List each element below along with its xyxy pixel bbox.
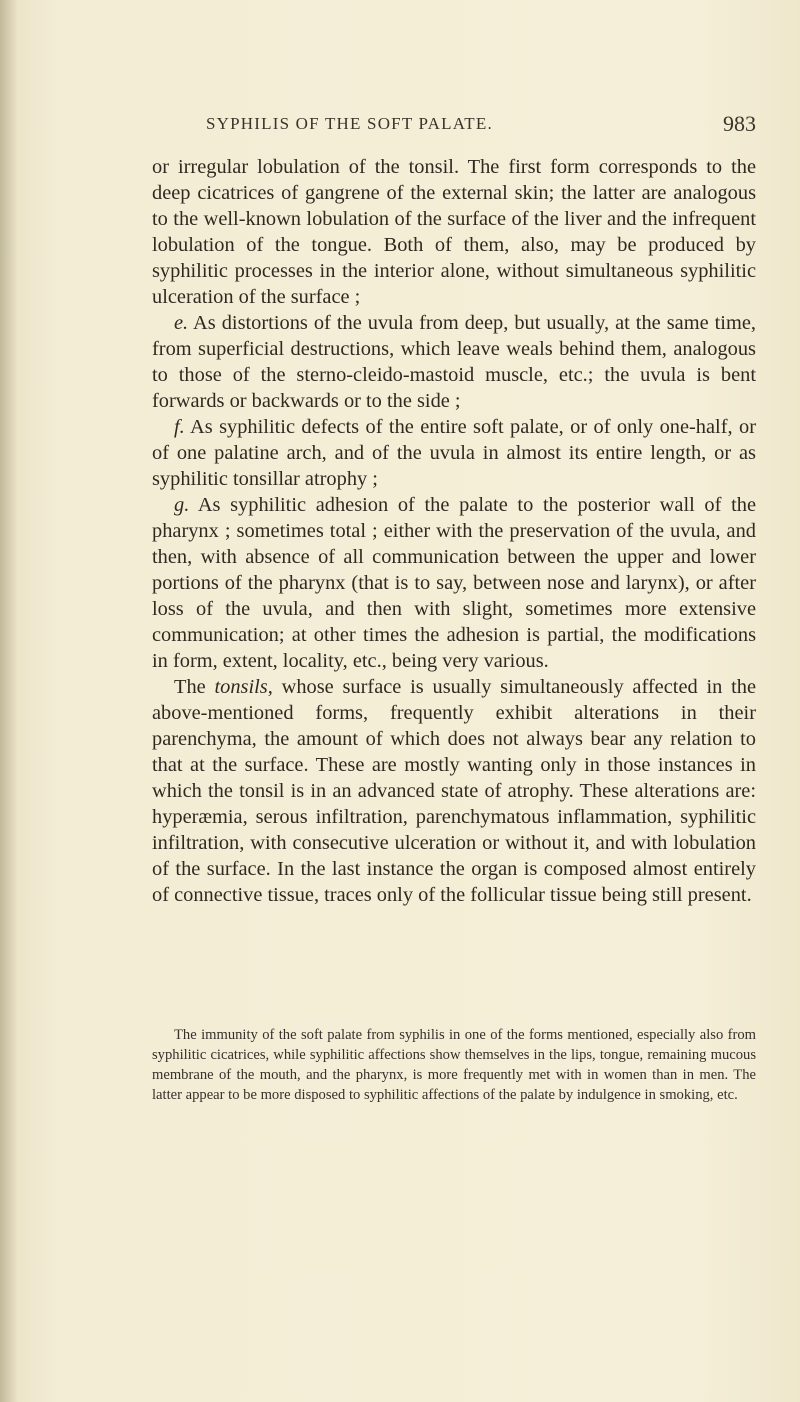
tonsils-intro: The: [174, 676, 215, 698]
note-text: The immunity of the soft palate from syphilis in one of the forms mentioned, especially also from syphilitic cicatrices, while syphilitic affections show themselves in the lips, tongue, remaining mucous membrane of the mouth, and the pharynx, is more frequently met with in women than in men. The latter appear to be more disposed to syphilitic affections of the palate by indulgence in smoking, etc.: [152, 1027, 756, 1103]
page-gutter-shadow: [0, 0, 18, 1402]
tonsils-term: tonsils: [214, 676, 268, 698]
paragraph-tonsils: [152, 674, 756, 908]
item-label-e: e.: [174, 312, 189, 334]
small-print-note: [152, 1025, 756, 1105]
running-head: SYPHILIS OF THE SOFT PALATE.: [206, 114, 493, 133]
item-label-g: g.: [174, 494, 190, 516]
paragraph-f: [152, 414, 756, 492]
item-text-f: As syphilitic defects of the entire soft palate, or of only one-half, or of one palatine arch, and of the uvula in almost its entire length, or as syphilitic tonsillar atrophy ;: [152, 416, 756, 490]
paragraph-e: [152, 310, 756, 414]
item-text-e: As distortions of the uvula from deep, but usually, at the same time, from superficial destructions, which leave weals behind them, analogous to those of the sterno-cleido-mastoid muscle, etc.; the uvula is bent forwards or backwards or to the side ;: [152, 312, 756, 412]
main-text: [152, 154, 756, 908]
paragraph-continuation: or irregular lobulation of the tonsil. The first form corresponds to the deep cicatrices of gangrene of the external skin; the latter are analogous to the well-known lobulation of the surface of the liver and the infrequent lobulation of the tongue. Both of them, also, may be produced by syphilitic processes in the interior alone, without simultaneous syphilitic ulceration of the surface ;: [152, 156, 756, 308]
item-text-g: As syphilitic adhesion of the palate to the posterior wall of the pharynx ; sometimes total ; either with the preservation of the uvula, and then, with absence of all communication between the upper and lower portions of the pharynx (that is to say, between nose and larynx), or after loss of the uvula, and then with slight, sometimes more extensive communication; at other times the adhesion is partial, the modifications in form, extent, locality, etc., being very various.: [152, 494, 756, 672]
page-header: [206, 111, 756, 140]
page-number: 983: [723, 111, 756, 136]
item-label-f: f.: [174, 416, 185, 438]
tonsils-text: , whose surface is usually simultaneously affected in the above-mentioned forms, frequently exhibit alterations in their parenchyma, the amount of which does not always bear any relation to that at the surface. These are mostly wanting only in those instances in which the tonsil is in an advanced state of atrophy. These alterations are: hyperæmia, serous infiltration, parenchymatous inflammation, syphilitic infiltration, with consecutive ulceration or without it, and with lobulation of the surface. In the last instance the organ is composed almost entirely of connective tissue, traces only of the follicular tissue being still present.: [152, 676, 756, 906]
paragraph-g: [152, 492, 756, 674]
